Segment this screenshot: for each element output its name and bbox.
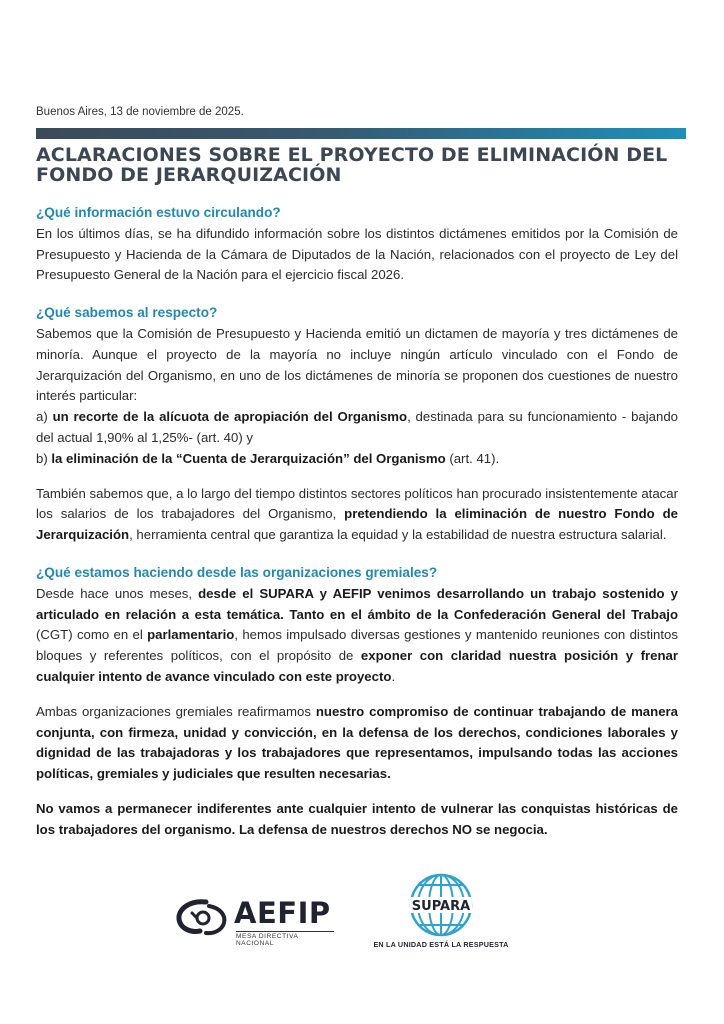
paragraph-haciendo: Desde hace unos meses, desde el SUPARA y AEFIP venimos desarrollando un trabajo sostenido y articulado en relación a esta temática. Tanto en el ámbito de la Confederación General del Trabajo (CGT) como en el parlamentario, hemos impulsado diversas gestiones y mantenido reuniones con distintos bloques y referentes políticos, con el propósito de exponer con claridad nuestra posición y frenar cualquier intento de avance vinculado con este proyecto. [36, 585, 679, 684]
supara-logo [366, 872, 516, 952]
title-line-1: ACLARACIONES SOBRE EL PROYECTO DE ELIMINACIÓN DEL [36, 144, 668, 166]
aefip-wordmark: AEFIP [234, 896, 331, 930]
aefip-subtitle: MESA DIRECTIVA NACIONAL [236, 931, 334, 947]
paragraph-ambas: Ambas organizaciones gremiales reafirmamos nuestro compromiso de continuar trabajando de manera conjunta, con firmeza, unidad y convicción, en la defensa de los derechos, condiciones laborales y dignidad de las trabajadoras y los trabajadores que representamos, impulsando todas las acciones políticas, gremiales y judiciales que resulten necesarias. [36, 703, 678, 782]
document-date: Buenos Aires, 13 de noviembre de 2025. [36, 106, 244, 118]
section-heading-sabemos: ¿Qué sabemos al respecto? [36, 305, 218, 321]
supara-globe-icon [366, 872, 516, 938]
supara-wordmark: SUPARA [411, 899, 471, 914]
section-heading-haciendo: ¿Qué estamos haciendo desde las organizaciones gremiales? [36, 564, 438, 580]
closing-statement: No vamos a permanecer indiferentes ante cualquier intento de vulnerar las conquistas históricas de los trabajadores del organismo. La defensa de nuestros derechos NO se negocia. [36, 800, 678, 837]
paragraph-informacion: En los últimos días, se ha difundido información sobre los distintos dictámenes emitidos por la Comisión de Presupuesto y Hacienda de la Cámara de Diputados de la Nación, relacionados con el proyecto de Ley del Presupuesto General de la Nación para el ejercicio fiscal 2026. [36, 225, 678, 283]
supara-tagline: EN LA UNIDAD ESTÁ LA RESPUESTA [373, 940, 509, 949]
document-body [36, 203, 678, 841]
header-accent-bar [36, 128, 686, 139]
footer-logos [0, 870, 724, 960]
document-title [36, 145, 696, 185]
aefip-logo-icon [176, 897, 232, 937]
section-heading-informacion: ¿Qué información estuvo circulando? [36, 205, 281, 220]
paragraph-sabemos-intro: Sabemos que la Comisión de Presupuesto y Hacienda emitió un dictamen de mayoría y tres dictámenes de minoría. Aunque el proyecto de la mayoría no incluye ningún artículo vinculado con el Fondo de Jerarquización del Organismo, en uno de los dictámenes de minoría se proponen dos cuestiones de nuestro interés particular: [36, 325, 678, 404]
list-item-b: b) la eliminación de la “Cuenta de Jerarquización” del Organismo (art. 41). [36, 450, 500, 466]
title-line-2: FONDO DE JERARQUIZACIÓN [36, 164, 342, 186]
list-item-a: a) un recorte de la alícuota de apropiación del Organismo, destinada para su funcionamiento - bajando del actual 1,90% al 1,25%- (art. 40) y [36, 409, 678, 445]
paragraph-tambien: También sabemos que, a lo largo del tiempo distintos sectores políticos han procurado insistentemente atacar los salarios de los trabajadores del Organismo, pretendiendo la eliminación de nuestro Fondo de Jerarquización, herramienta central que garantiza la equidad y la estabilidad de nuestra estructura salarial. [36, 485, 678, 543]
aefip-logo [176, 896, 336, 947]
